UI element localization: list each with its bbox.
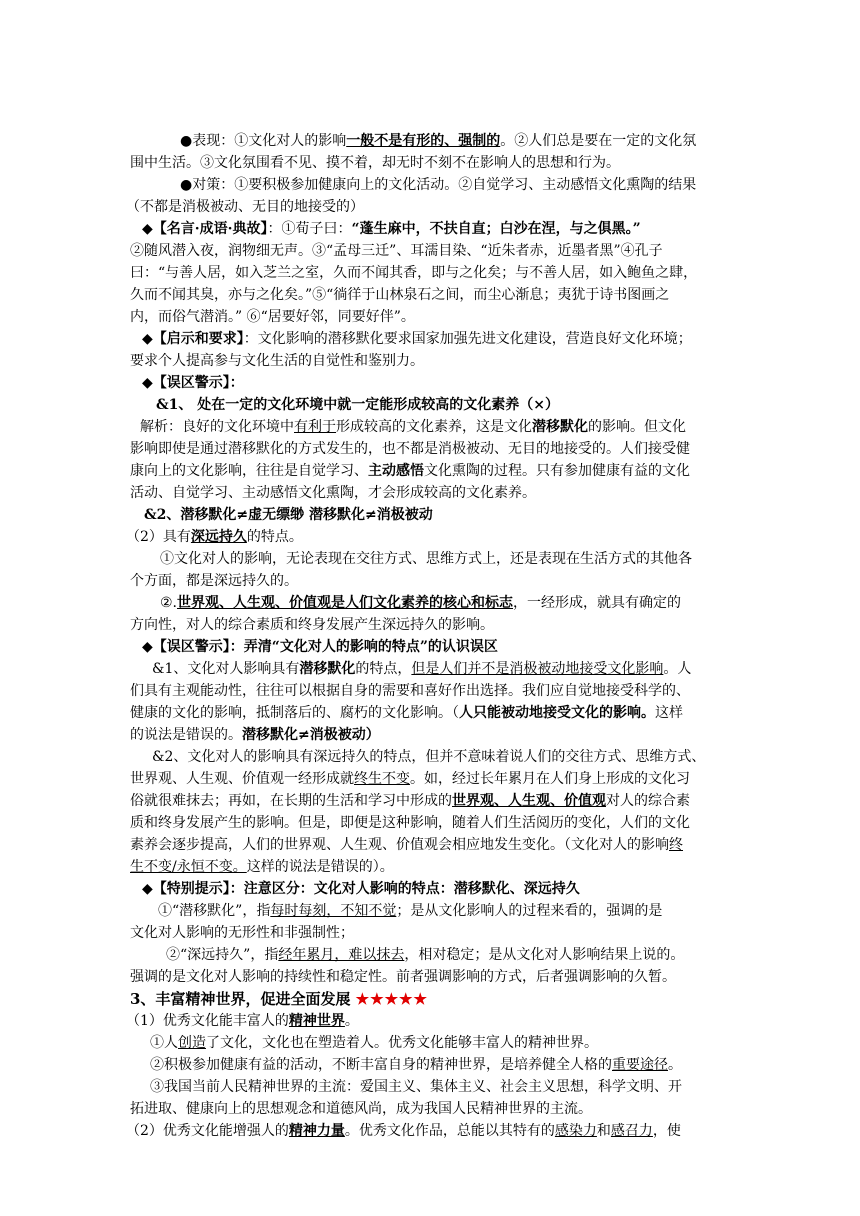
text-line: ●对策：①要积极参加健康向上的文化活动。②自觉学习、主动感悟文化熏陶的结果 (180, 177, 697, 193)
text-line: 俗就很难抹去；再如，在长期的生活和学习中形成的世界观、人生观、价值观对人的综合素 (130, 793, 690, 809)
text-line: 拓进取、健康向上的思想观念和道德风尚，成为我国人民精神世界的主流。 (130, 1101, 592, 1117)
text-line: &2、文化对人的影响具有深远持久的特点，但并不意味着说人们的交往方式、思维方式、 (152, 749, 706, 765)
text-line: 健康的文化的影响，抵制落后的、腐朽的文化影响。（人只能被动地接受文化的影响。这样 (130, 705, 683, 721)
text-line: &1、文化对人影响具有潜移默化的特点，但是人们并不是消极被动地接受文化影响。人 (152, 661, 692, 677)
text-line: 方向性，对人的综合素质和终身发展产生深远持久的影响。 (130, 617, 494, 633)
text-line: ②随风潜入夜，润物细无声。③“孟母三迁”、耳濡目染、“近朱者赤，近墨者黑”④孔子 (130, 243, 663, 259)
text-line: 久而不闻其臭，亦与之化矣。”⑤“徜徉于山林泉石之间，而尘心渐息；夷犹于诗书图画之 (130, 287, 670, 303)
text-line: ◆【名言·成语·典故】：①荀子曰：“蓬生麻中，不扶自直；白沙在涅，与之俱黑。” (142, 221, 641, 237)
section-heading: 3、丰富精神世界，促进全面发展 ★★★★★ (130, 990, 428, 1008)
text-line: ③我国当前人民精神世界的主流：爱国主义、集体主义、社会主义思想，科学文明、开 (150, 1079, 682, 1095)
text-line: ②积极参加健康有益的活动，不断丰富自身的精神世界，是培养健全人格的重要途径。 (150, 1057, 682, 1073)
text-line: 要求个人提高参与文化生活的自觉性和鉴别力。 (130, 353, 424, 369)
text-line: （不都是消极被动、无目的地接受的） (126, 199, 364, 215)
text-line: 影响即使是通过潜移默化的方式发生的，也不都是消极被动、无目的地接受的。人们接受健 (130, 441, 690, 457)
text-line: 活动、自觉学习、主动感悟文化熏陶，才会形成较高的文化素养。 (130, 485, 536, 501)
text-line: 们具有主观能动性，往往可以根据自身的需要和喜好作出选择。我们应自觉地接受科学的、 (130, 683, 690, 699)
text-line: 质和终身发展产生的影响。但是，即便是这种影响，随着人们生活阅历的变化，人们的文化 (130, 815, 690, 831)
text-line: 康向上的文化影响，往往是自觉学习、主动感悟文化熏陶的过程。只有参加健康有益的文化 (130, 463, 690, 479)
text-line: 素养会逐步提高，人们的世界观、人生观、价值观会相应地发生变化。（文化对人的影响终 (130, 837, 683, 853)
text-line: 曰：“与善人居，如入芝兰之室，久而不闻其香，即与之化矣；与不善人居，如入鲍鱼之肆， (130, 265, 698, 281)
text-line: 个方面，都是深远持久的。 (130, 573, 298, 589)
text-line: 解析：良好的文化环境中有利于形成较高的文化素养，这是文化潜移默化的影响。但文化 (140, 419, 686, 435)
text-line: 围中生活。③文化氛围看不见、摸不着，却无时不刻不在影响人的思想和行为。 (130, 155, 620, 171)
text-line: （2）优秀文化能增强人的精神力量。优秀文化作品，总能以其特有的感染力和感召力，使 (126, 1123, 681, 1139)
text-line: &1、 处在一定的文化环境中就一定能形成较高的文化素养（×） (156, 397, 559, 413)
text-line: 强调的是文化对人影响的持续性和稳定性。前者强调影响的方式，后者强调影响的久暂。 (130, 969, 676, 985)
text-line: &2、潜移默化≠虚无缥缈 潜移默化≠消极被动 (144, 507, 433, 523)
rating-stars: ★★★★★ (355, 990, 428, 1008)
text-line: ①人创造了文化，文化也在塑造着人。优秀文化能够丰富人的精神世界。 (150, 1035, 598, 1051)
text-line: ①文化对人的影响，无论表现在交往方式、思维方式上，还是表现在生活方式的其他各 (160, 551, 692, 567)
text-line: 内，而俗气潜消。” ⑥“居要好邻，同要好伴”。 (130, 309, 415, 325)
text-line: ◆【误区警示】：弄清“文化对人的影响的特点”的认识误区 (142, 639, 498, 655)
text-line: 的说法是错误的。潜移默化≠消极被动） (130, 727, 380, 743)
text-line: ◆【启示和要求】：文化影响的潜移默化要求国家加强先进文化建设，营造良好文化环境； (142, 331, 692, 347)
text-line: 世界观、人生观、价值观一经形成就终生不变。如，经过长年累月在人们身上形成的文化习 (130, 771, 690, 787)
text-line: ②.世界观、人生观、价值观是人们文化素养的核心和标志，一经形成，就具有确定的 (160, 595, 682, 611)
text-line: （2）具有深远持久的特点。 (126, 529, 303, 545)
text-line: 生不变/永恒不变。这样的说法是错误的）。 (130, 859, 394, 875)
text-line: ②“深远持久”，指经年累月，难以抹去，相对稳定；是从文化对人影响结果上说的。 (166, 947, 685, 963)
text-line: ●表现：①文化对人的影响一般不是有形的、强制的。②人们总是要在一定的文化氛 (180, 133, 697, 149)
text-line: ◆【特别提示】：注意区分：文化对人影响的特点：潜移默化、深远持久 (142, 881, 580, 897)
text-line: 文化对人影响的无形性和非强制性； (130, 925, 354, 941)
text-line: ①“潜移默化”，指每时每刻，不知不觉；是从文化影响人的过程来看的，强调的是 (158, 903, 663, 919)
text-line: （1）优秀文化能丰富人的精神世界。 (126, 1013, 359, 1029)
text-line: ◆【误区警示】： (142, 375, 244, 391)
